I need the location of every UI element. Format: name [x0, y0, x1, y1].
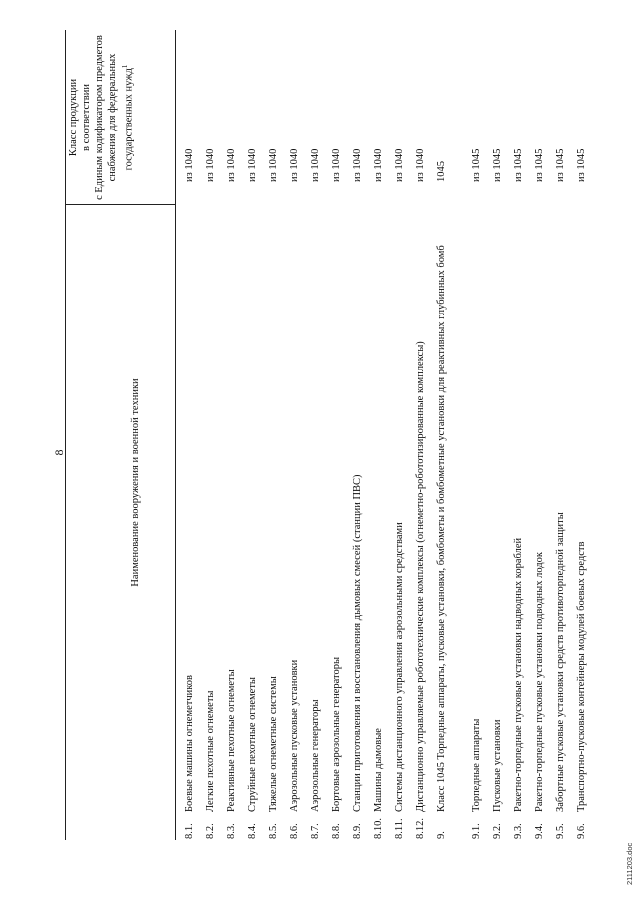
- row-number: 8.10.: [373, 818, 384, 839]
- row-name: Аэрозольные пусковые установки: [289, 659, 300, 812]
- row-name: Бортовые аэрозольные генераторы: [331, 657, 342, 812]
- row-class: из 1040: [415, 148, 426, 182]
- row-number: 8.5.: [268, 823, 279, 839]
- row-class: из 1040: [373, 148, 384, 182]
- row-class: из 1045: [513, 148, 524, 182]
- row-name: Торпедные аппараты: [471, 718, 482, 812]
- row-number: 8.9.: [352, 823, 363, 839]
- row-class: из 1040: [205, 148, 216, 182]
- row-number: 9.: [436, 831, 447, 839]
- row-class: из 1040: [247, 148, 258, 182]
- page-number: 8: [52, 449, 66, 456]
- row-class: из 1045: [471, 148, 482, 182]
- header-class-line: с Единым кодификатором предметов: [94, 35, 105, 200]
- row-number: 8.1.: [184, 823, 195, 839]
- row-number: 9.1.: [471, 823, 482, 839]
- row-name: Легкие пехотные огнеметы: [205, 690, 216, 812]
- footnote-marker: 1: [121, 64, 129, 69]
- row-class: из 1040: [394, 148, 405, 182]
- row-name: Тяжелые огнеметные системы: [268, 676, 279, 812]
- row-name: Пусковые установки: [492, 719, 503, 812]
- row-number: 8.11.: [394, 818, 405, 839]
- row-class: из 1045: [555, 148, 566, 182]
- header-class-line: снабжения для федеральных: [107, 53, 118, 182]
- row-number: 8.6.: [289, 823, 300, 839]
- row-name: Струйные пехотные огнеметы: [247, 677, 258, 812]
- row-name: Машины дымовые: [373, 728, 384, 812]
- row-name: Ракетно-торпедные пусковые установки надводных кораблей: [513, 537, 524, 812]
- row-number: 8.7.: [310, 823, 321, 839]
- row-class: из 1040: [289, 148, 300, 182]
- row-name: Станции приготовления и восстановления дымовых смесей (станции ПВС): [352, 474, 363, 812]
- header-name-cell: Наименование вооружения и военной техники: [130, 378, 141, 587]
- header-class-cell: [67, 30, 136, 205]
- weapons-classification-table: [65, 30, 585, 840]
- row-number: 9.6.: [576, 823, 587, 839]
- document-filename: 2111203.doc: [625, 842, 634, 885]
- row-class: из 1040: [352, 148, 363, 182]
- row-name: Ракетно-торпедные пусковые установки подводных лодок: [534, 552, 545, 812]
- row-name: Боевые машины огнеметчиков: [184, 674, 195, 812]
- row-class: 1045: [436, 161, 447, 182]
- row-name: Транспортно-пусковые контейнеры модулей боевых средств: [576, 541, 587, 812]
- row-class: из 1040: [268, 148, 279, 182]
- row-class: из 1040: [331, 148, 342, 182]
- row-number: 8.12.: [415, 818, 426, 839]
- row-class: из 1045: [534, 148, 545, 182]
- row-name: Забортные пусковые установки средств противоторпедной защиты: [555, 512, 566, 812]
- row-class: из 1040: [226, 148, 237, 182]
- row-name: Дистанционно управляемые робототехнические комплексы (огнеметно-робототизированные комплексы): [415, 341, 426, 812]
- header-class-line-last: [119, 30, 136, 205]
- table-top-border: [65, 30, 66, 840]
- row-number: 9.3.: [513, 823, 524, 839]
- row-number: 9.5.: [555, 823, 566, 839]
- row-class: из 1045: [576, 148, 587, 182]
- header-bottom-border: [175, 30, 176, 840]
- row-number: 8.3.: [226, 823, 237, 839]
- row-number: 8.2.: [205, 823, 216, 839]
- row-number: 9.2.: [492, 823, 503, 839]
- row-class: из 1045: [492, 148, 503, 182]
- row-name: Аэрозольные генераторы: [310, 699, 321, 812]
- header-class-line: Класс продукции: [68, 78, 79, 157]
- row-number: 8.4.: [247, 823, 258, 839]
- row-class: из 1040: [310, 148, 321, 182]
- header-class-line: в соответствии: [81, 84, 92, 151]
- row-class: из 1040: [184, 148, 195, 182]
- header-class-line: государственных нужд: [123, 68, 135, 171]
- row-name: Реактивные пехотные огнеметы: [226, 669, 237, 812]
- row-number: 9.4.: [534, 823, 545, 839]
- row-number: 8.8.: [331, 823, 342, 839]
- row-name: Класс 1045 Торпедные аппараты, пусковые установки, бомбометы и бомбометные установки для реактивных глубинных бомб: [436, 245, 447, 812]
- row-name: Системы дистанционного управления аэрозольными средствами: [394, 522, 405, 812]
